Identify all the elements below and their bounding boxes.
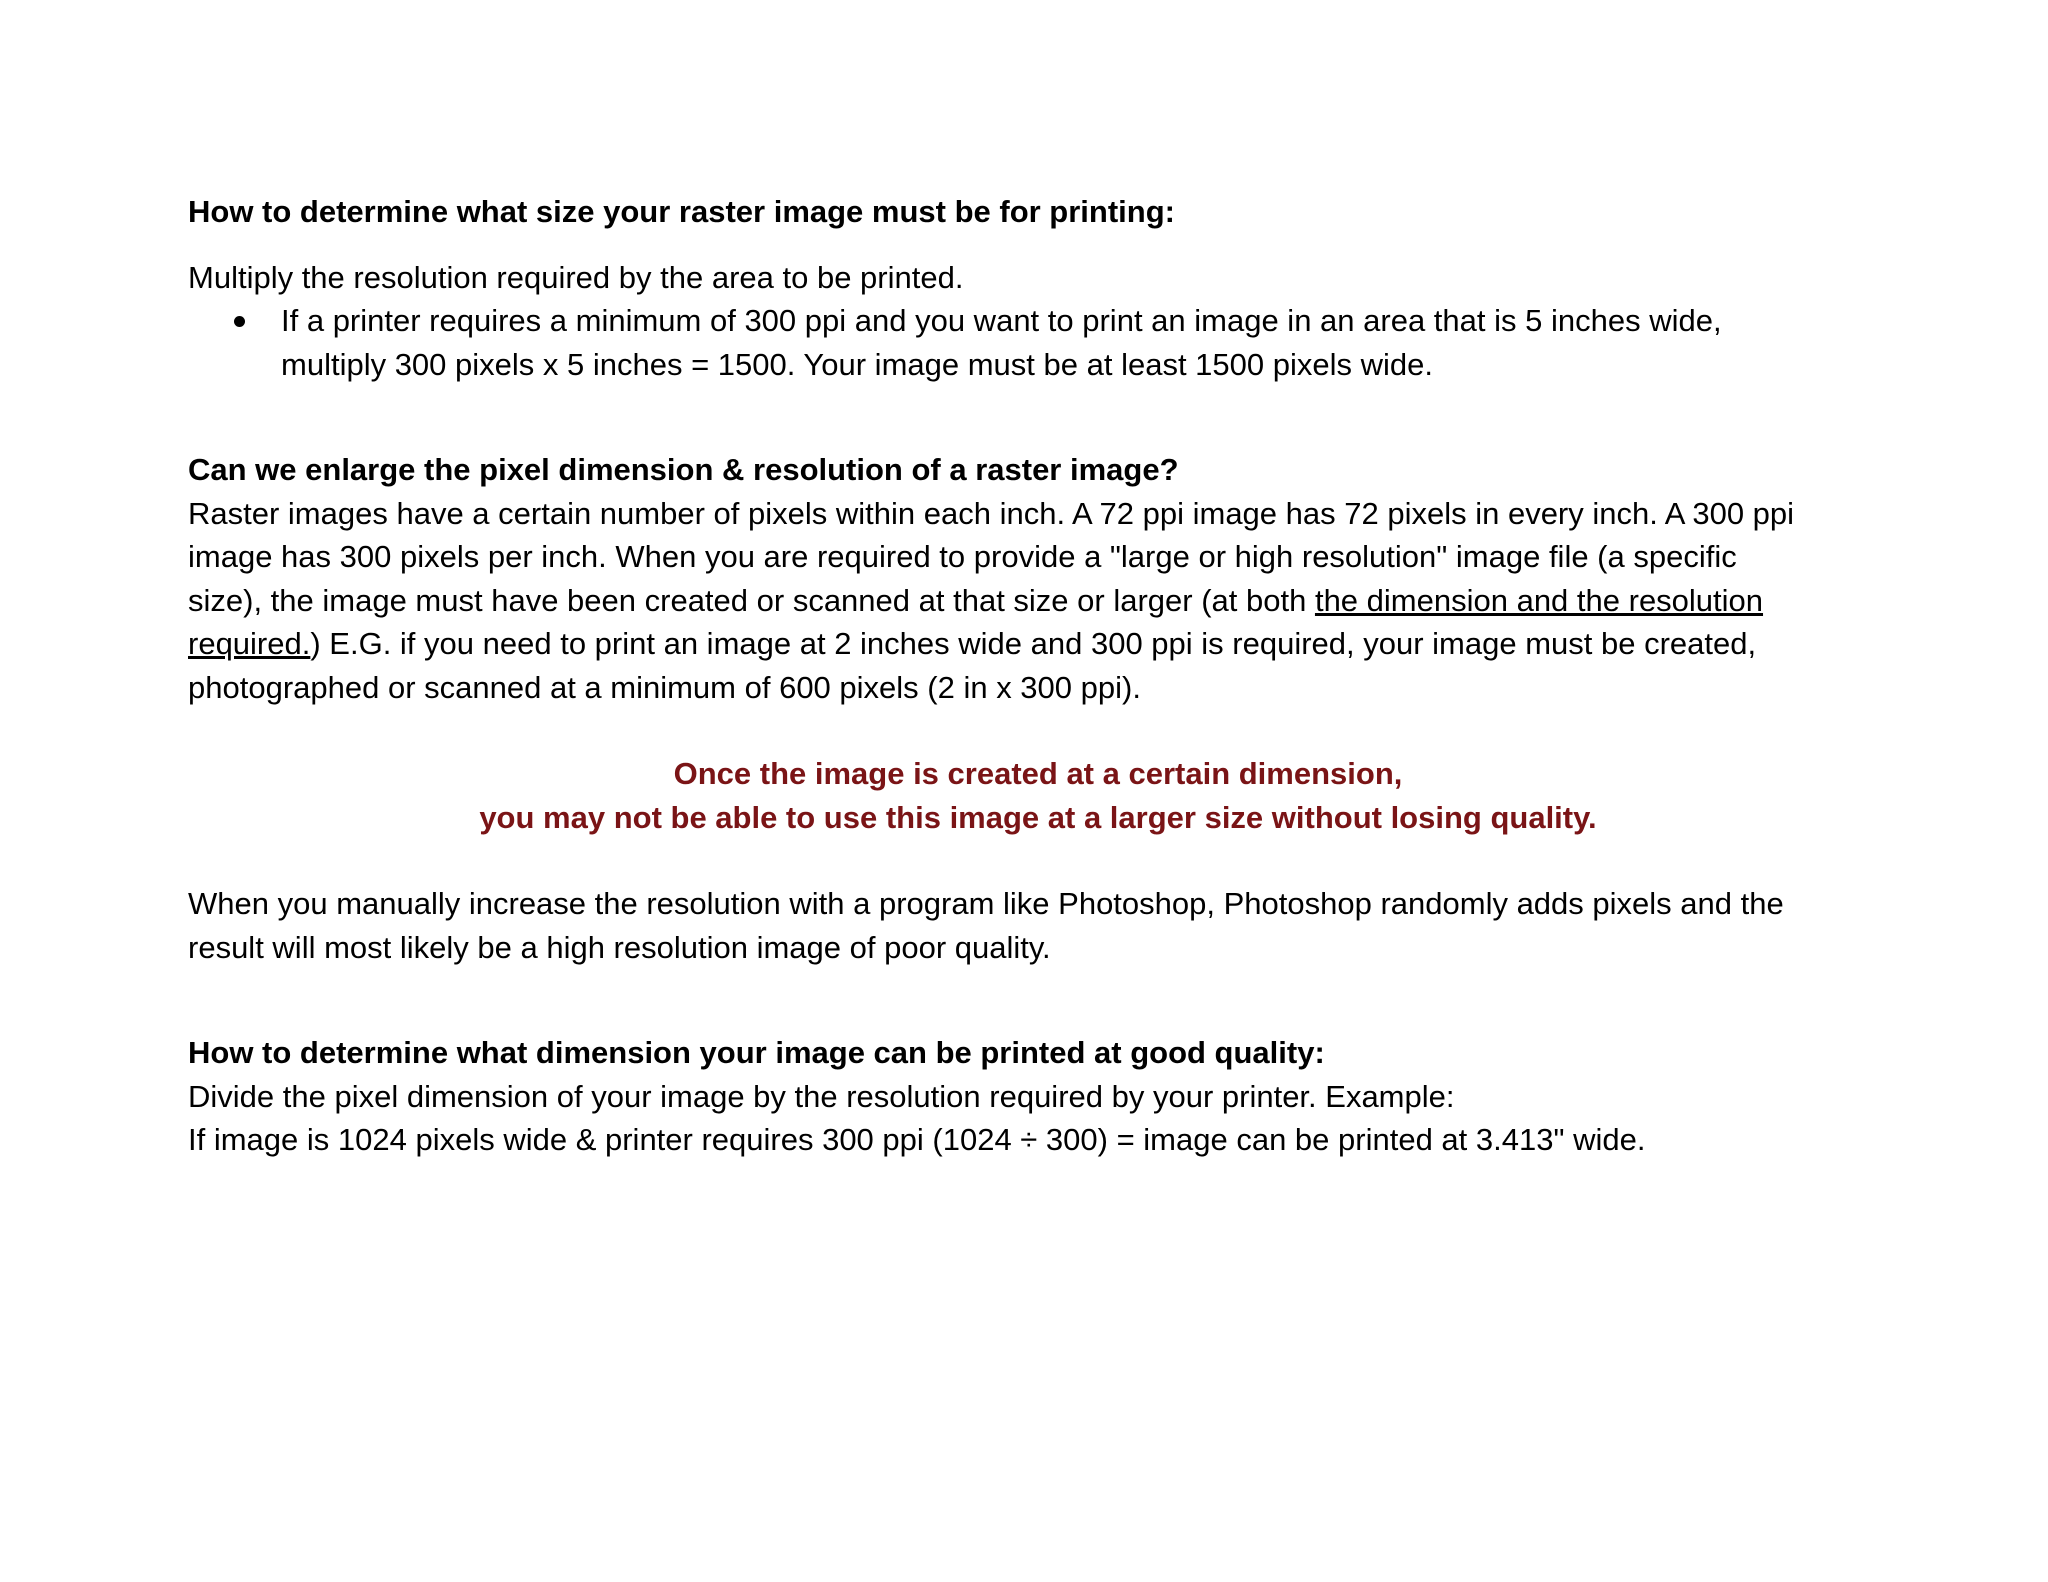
paragraph-line: size), the image must have been created or scanned at that size or larger (at both (188, 582, 1315, 618)
bullet-text-line: If a printer requires a minimum of 300 ppi and you want to print an image in an area that is 5 inches wide, (281, 303, 1722, 338)
spacer (188, 386, 1888, 448)
intro-text: Multiply the resolution required by the area to be printed. (188, 259, 964, 295)
enlarge-paragraph (188, 492, 1888, 710)
warning-callout (188, 752, 1888, 839)
section-heading-print-size: How to determine what size your raster image must be for printing: (188, 194, 1175, 229)
bullet-icon (234, 316, 245, 327)
list-item (188, 299, 1888, 386)
spacer (188, 234, 1888, 256)
section-heading-enlarge: Can we enlarge the pixel dimension & resolution of a raster image? (188, 452, 1179, 487)
paragraph-line: ) E.G. if you need to print an image at 2 inches wide and 300 ppi is required, your image must be created, (310, 626, 1757, 661)
spacer (188, 969, 1888, 1031)
callout-line: you may not be able to use this image at a larger size without losing quality. (479, 799, 1597, 835)
document-page (188, 190, 1888, 1162)
paragraph-line: Raster images have a certain number of pixels within each inch. A 72 ppi image has 72 pixels in every inch. A 300 ppi (188, 495, 1795, 531)
photoshop-paragraph (188, 882, 1888, 969)
paragraph-line: result will most likely be a high resolution image of poor quality. (188, 929, 1051, 965)
callout-line: Once the image is created at a certain dimension, (673, 756, 1403, 791)
spacer (188, 839, 1888, 882)
underlined-text: the dimension and the resolution (1314, 582, 1764, 618)
paragraph-line: image has 300 pixels per inch. When you are required to provide a "large or high resolution" image file (a specific (188, 539, 1737, 574)
paragraph-line: Divide the pixel dimension of your image by the resolution required by your printer. Example: (188, 1078, 1455, 1114)
quality-paragraph (188, 1075, 1888, 1162)
paragraph-line: If image is 1024 pixels wide & printer requires 300 ppi (1024 ÷ 300) = image can be printed at 3.413" wide. (188, 1122, 1646, 1157)
paragraph-line: photographed or scanned at a minimum of 600 pixels (2 in x 300 ppi). (188, 669, 1141, 705)
bullet-text-line: multiply 300 pixels x 5 inches = 1500. Your image must be at least 1500 pixels wide. (281, 346, 1433, 382)
spacer (188, 709, 1888, 752)
bullet-list (188, 299, 1888, 386)
underlined-text: required. (188, 626, 311, 661)
paragraph-line: When you manually increase the resolution with a program like Photoshop, Photoshop randomly adds pixels and the (188, 886, 1784, 921)
section-heading-print-quality: How to determine what dimension your image can be printed at good quality: (188, 1035, 1325, 1070)
